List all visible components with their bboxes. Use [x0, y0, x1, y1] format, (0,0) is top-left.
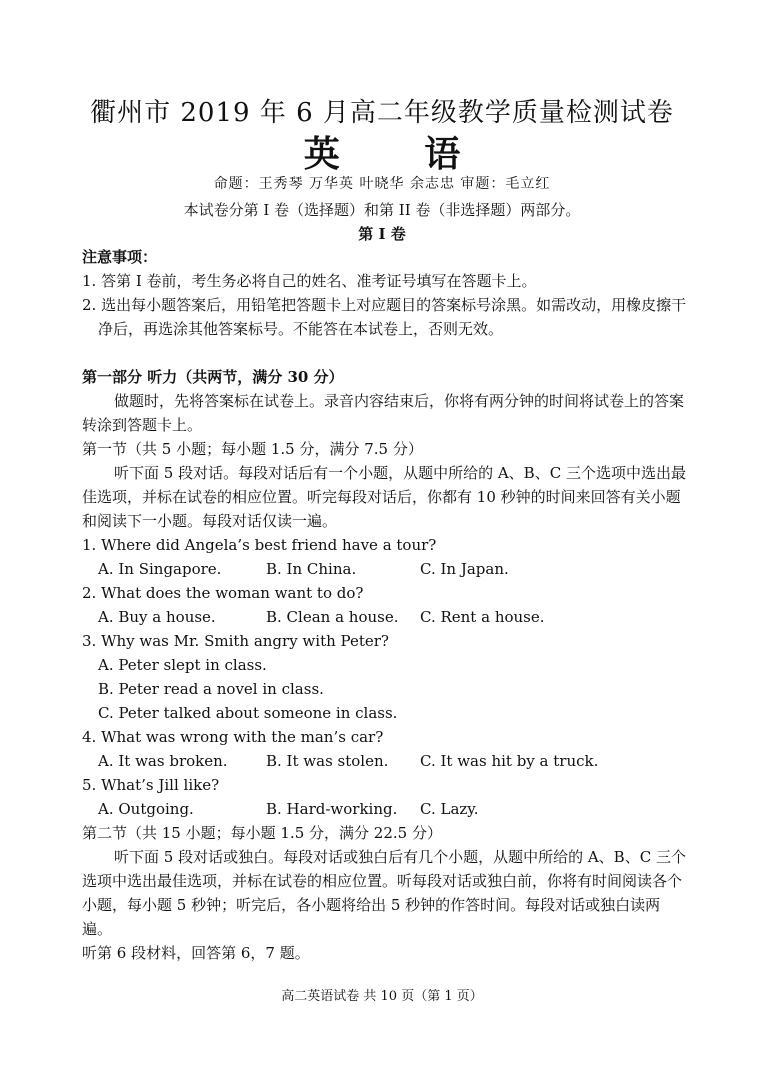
option-c: C. It was hit by a truck. — [420, 752, 599, 770]
material-instruction: 听第 6 段材料，回答第 6，7 题。 — [82, 944, 310, 962]
option-a: A. Buy a house. — [98, 608, 216, 626]
question-5-stem: 5. What’s Jill like? — [82, 776, 220, 794]
question-4-stem: 4. What was wrong with the man’s car? — [82, 728, 384, 746]
section1-intro: 听下面 5 段对话。每段对话后有一个小题，从题中所给的 A、B、C 三个选项中选出最佳选项，并标在试卷的相应位置。听完每段对话后，你都有 10 秒钟的时间来回答有关小题和阅读下一小题。每段对话仅读一遍。 — [82, 464, 686, 530]
option-c: C. Peter talked about someone in class. — [98, 704, 398, 722]
option-b: B. Peter read a novel in class. — [98, 680, 324, 698]
question-1-stem: 1. Where did Angela’s best friend have a tour? — [82, 536, 437, 554]
notice-heading: 注意事项： — [82, 248, 158, 266]
option-b: B. In China. — [266, 560, 357, 578]
option-c: C. Rent a house. — [420, 608, 545, 626]
part1-intro: 做题时，先将答案标在试卷上。录音内容结束后，你将有两分钟的时间将试卷上的答案转涂到答题卡上。 — [82, 392, 685, 434]
option-b: B. Clean a house. — [266, 608, 399, 626]
option-c: C. In Japan. — [420, 560, 509, 578]
section2-heading: 第二节（共 15 小题；每小题 1.5 分，满分 22.5 分） — [82, 824, 442, 842]
section2-intro: 听下面 5 段对话或独白。每段对话或独白后有几个小题，从题中所给的 A、B、C 三个选项中选出最佳选项，并标在试卷的相应位置。听每段对话或独白前，你将有时间阅读各个小题，每小题 5 秒钟；听完后，各小题将给出 5 秒钟的作答时间。每段对话或独白读两遍。 — [82, 848, 686, 938]
page-footer: 高二英语试卷 共 10 页（第 1 页） — [281, 989, 483, 1004]
question-3-stem: 3. Why was Mr. Smith angry with Peter? — [82, 632, 389, 650]
question-1-options — [82, 557, 688, 581]
option-a: A. Peter slept in class. — [98, 656, 267, 674]
authors-line: 命题：王秀琴 万华英 叶晓华 余志忠 审题：毛立红 — [213, 176, 551, 192]
paper-description: 本试卷分第 I 卷（选择题）和第 II 卷（非选择题）两部分。 — [183, 201, 581, 219]
section1-heading: 第一节（共 5 小题；每小题 1.5 分，满分 7.5 分） — [82, 440, 423, 458]
exam-content — [82, 245, 688, 965]
option-b: B. Hard-working. — [266, 800, 398, 818]
option-c: C. Lazy. — [420, 800, 479, 818]
option-a: A. Outgoing. — [98, 800, 194, 818]
question-2-options — [82, 605, 688, 629]
notice-item-2: 2. 选出每小题答案后，用铅笔把答题卡上对应题目的答案标号涂黑。如需改动，用橡皮擦干净后，再选涂其他答案标号。不能答在本试卷上，否则无效。 — [82, 296, 687, 338]
option-a: A. In Singapore. — [98, 560, 222, 578]
option-a: A. It was broken. — [98, 752, 228, 770]
subject-title: 英 语 — [303, 133, 497, 175]
question-5-options — [82, 797, 688, 821]
exam-title: 衢州市 2019 年 6 月高二年级教学质量检测试卷 — [90, 98, 674, 128]
volume-heading: 第 I 卷 — [358, 225, 406, 243]
question-4-options — [82, 749, 688, 773]
notice-item-1: 1. 答第 I 卷前，考生务必将自己的姓名、准考证号填写在答题卡上。 — [82, 272, 537, 290]
option-b: B. It was stolen. — [266, 752, 389, 770]
part1-heading: 第一部分 听力（共两节，满分 30 分） — [82, 368, 344, 386]
question-2-stem: 2. What does the woman want to do? — [82, 584, 364, 602]
